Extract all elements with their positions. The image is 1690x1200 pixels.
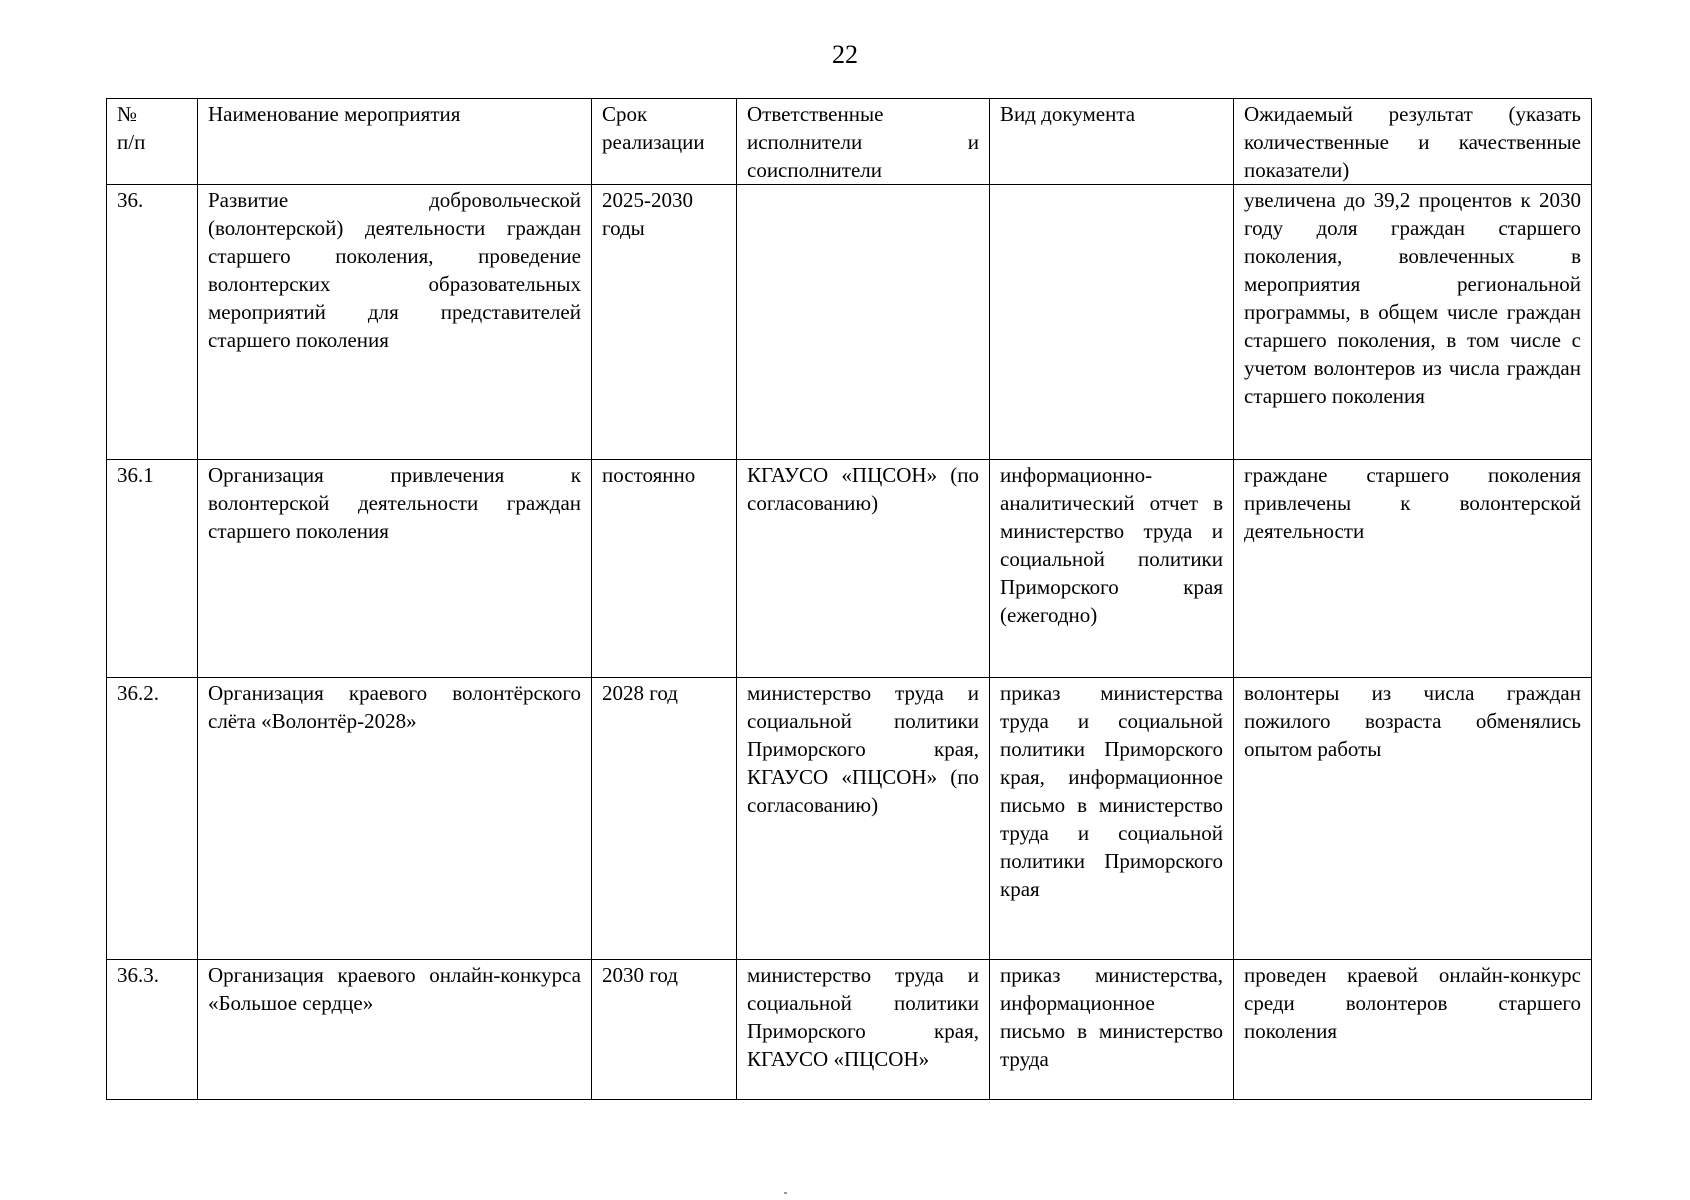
row-term: постоянно [592,460,737,678]
row-term: 2030 год [592,960,737,1100]
header-executors: Ответственные исполнители и соисполнители [737,99,990,185]
header-document-type: Вид документа [990,99,1234,185]
row-document-type: приказ министерства, информационное письмо в министерство труда [990,960,1234,1100]
row-executors: министерство труда и социальной политики Приморского края, КГАУСО «ПЦСОН» [737,960,990,1100]
header-term: Срок реализации [592,99,737,185]
row-number: 36.2. [107,678,198,960]
row-expected-result: проведен краевой онлайн-конкурс среди волонтеров старшего поколения [1234,960,1592,1100]
row-measure-name: Организация привлечения к волонтерской деятельности граждан старшего поколения [198,460,592,678]
row-executors [737,185,990,460]
row-expected-result: граждане старшего поколения привлечены к волонтерской деятельности [1234,460,1592,678]
row-document-type [990,185,1234,460]
row-number: 36.3. [107,960,198,1100]
row-document-type: информационно-аналитический отчет в министерство труда и социальной политики Приморского края (ежегодно) [990,460,1234,678]
row-document-type: приказ министерства труда и социальной политики Приморского края, информационное письмо в министерство труда и социальной политики Приморского края [990,678,1234,960]
header-number: № п/п [107,99,198,185]
table-row [107,185,1592,460]
row-term: 2025-2030 годы [592,185,737,460]
table-row [107,960,1592,1100]
row-executors: министерство труда и социальной политики Приморского края, КГАУСО «ПЦСОН» (по согласованию) [737,678,990,960]
table-row [107,678,1592,960]
header-measure-name: Наименование мероприятия [198,99,592,185]
row-expected-result: волонтеры из числа граждан пожилого возраста обменялись опытом работы [1234,678,1592,960]
table-header-row [107,99,1592,185]
row-executors: КГАУСО «ПЦСОН» (по согласованию) [737,460,990,678]
scan-speck [784,1192,787,1194]
measures-table [106,98,1592,1100]
table-row [107,460,1592,678]
row-measure-name: Развитие добровольческой (волонтерской) деятельности граждан старшего поколения, проведение волонтерских образовательных мероприятий для представителей старшего поколения [198,185,592,460]
page-number: 22 [832,40,858,69]
row-measure-name: Организация краевого онлайн-конкурса «Большое сердце» [198,960,592,1100]
row-expected-result: увеличена до 39,2 процентов к 2030 году доля граждан старшего поколения, вовлеченных в мероприятия региональной программы, в общем числе граждан старшего поколения, в том числе с учетом волонтеров из числа граждан старшего поколения [1234,185,1592,460]
row-number: 36.1 [107,460,198,678]
row-measure-name: Организация краевого волонтёрского слёта «Волонтёр-2028» [198,678,592,960]
row-number: 36. [107,185,198,460]
row-term: 2028 год [592,678,737,960]
header-expected-result: Ожидаемый результат (указать количественные и качественные показатели) [1234,99,1592,185]
